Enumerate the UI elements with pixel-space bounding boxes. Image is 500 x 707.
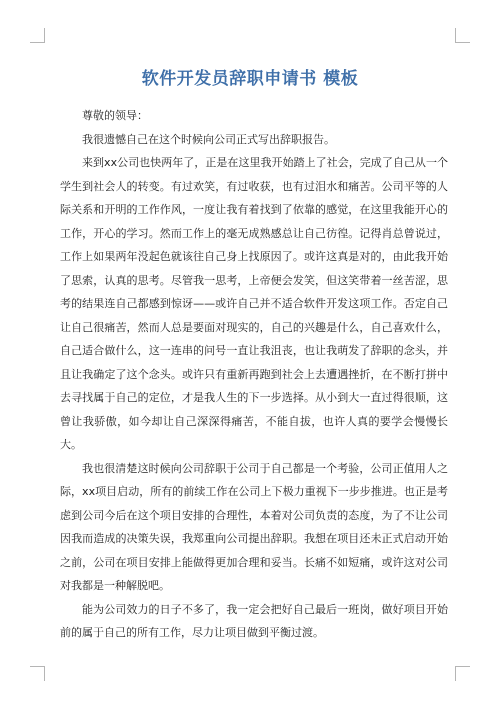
document-title: 软件开发员辞职申请书 模板 — [141, 69, 359, 89]
corner-mark-bottom-right — [455, 666, 470, 681]
paragraph-4: 能为公司效力的日子不多了，我一定会把好自己最后一班岗，做好项目开始前的属于自己的所有工作，尽力让项目做到平衡过渡。 — [60, 602, 448, 639]
corner-mark-bottom-left — [30, 666, 45, 681]
paragraph-2: 来到xx公司也快两年了，正是在这里我开始踏上了社会，完成了自己从一个学生到社会人的转变。有过欢笑，有过收获，也有过泪水和痛苦。公司平等的人际关系和开明的工作作风，一度让我有着找到了依靠的感觉，在这里我能开心的工作，开心的学习。然而工作上的毫无成熟感总让自己彷徨。记得肖总曾说过，工作上如果两年没起色就该往自己身上找原因了。或许这真是对的，由此我开始了思索，认真的思考。尽管我一思考，上帝便会发笑，但这笑带着一丝苦涩，思考的结果连自己都感到惊讶——或许自己并不适合软件开发这项工作。否定自己让自己很痛苦，然而人总是要面对现实的，自己的兴趣是什么，自己喜欢什么，自己适合做什么，这一连串的问号一直让我沮丧，也让我萌发了辞职的念头，并且让我确定了这个念头。或许只有重新再跑到社会上去遭遇挫折，在不断打拼中去寻找属于自己的定位，才是我人生的下一步选择。从小到大一直过得很顺，这曾让我骄傲，如今却让自己深深得痛苦，不能自拔，也许人真的要学会慢慢长大。 — [60, 156, 448, 451]
corner-mark-top-right — [455, 28, 470, 43]
corner-mark-top-left — [30, 28, 45, 43]
paragraph-1: 我很遗憾自己在这个时候向公司正式写出辞职报告。 — [82, 132, 335, 146]
document-body — [60, 104, 448, 645]
paragraph-3: 我也很清楚这时候向公司辞职于公司于自己都是一个考验，公司正值用人之际，xx项目启动，所有的前续工作在公司上下极力重视下一步步推进。也正是考虑到公司今后在这个项目安排的合理性，本着对公司负责的态度，为了不让公司因我而造成的决策失误，我郑重向公司提出辞职。我想在项目还未正式启动开始之前，公司在项目安排上能做得更加合理和妥当。长痛不如短痛，或许这对公司对我都是一种解脱吧。 — [60, 461, 448, 592]
salutation: 尊敬的领导： — [82, 109, 148, 122]
